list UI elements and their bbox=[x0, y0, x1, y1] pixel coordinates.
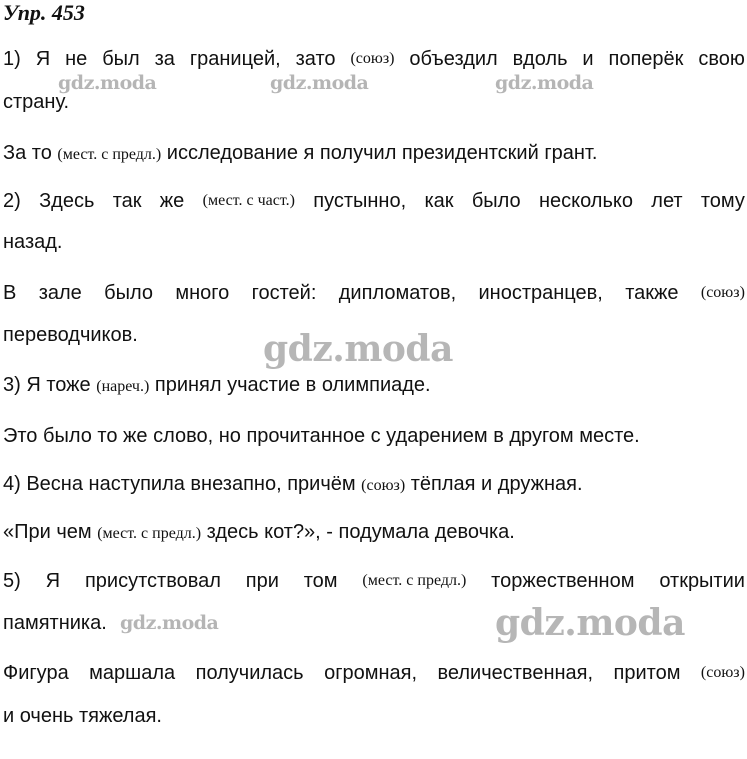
grammar-note bbox=[701, 281, 745, 305]
word bbox=[304, 569, 338, 593]
word bbox=[46, 569, 60, 593]
word bbox=[513, 47, 568, 71]
word-part: притом bbox=[613, 662, 681, 684]
line-9b: памятника. bbox=[3, 612, 107, 634]
word-part: (мест. bbox=[202, 192, 243, 209]
word-part: иностранцев, bbox=[478, 282, 603, 304]
word-part: том bbox=[303, 570, 338, 592]
word-part: В bbox=[3, 282, 17, 304]
line-6: Это было то же слово, но прочитанное с ударением в другом месте. bbox=[3, 425, 640, 447]
word-part: (союз) bbox=[350, 50, 395, 67]
word-part: открытии bbox=[659, 570, 745, 592]
word-part: огромная, bbox=[324, 662, 418, 684]
word bbox=[472, 189, 521, 213]
line-3a bbox=[3, 189, 745, 213]
word bbox=[651, 189, 682, 213]
word-part: 1) bbox=[3, 48, 21, 70]
word bbox=[252, 281, 317, 305]
word-part: (союз) bbox=[700, 664, 745, 681]
word bbox=[155, 47, 175, 71]
word bbox=[625, 281, 678, 305]
word bbox=[89, 661, 175, 685]
word-part: Я bbox=[45, 570, 61, 592]
word bbox=[3, 569, 21, 593]
word bbox=[701, 189, 745, 213]
line-2: За то (мест. с предл.) исследование я получил президентский грант. bbox=[3, 142, 598, 164]
word bbox=[39, 281, 82, 305]
word-part: объездил bbox=[409, 48, 498, 70]
watermark: gdz.moda bbox=[58, 72, 157, 94]
word-part: было bbox=[471, 190, 521, 212]
word-part: присутствовал bbox=[84, 570, 221, 592]
line-3b: назад. bbox=[3, 231, 63, 253]
line-10a bbox=[3, 661, 745, 685]
word-part: Фигура bbox=[3, 662, 69, 684]
word-part: зале bbox=[38, 282, 82, 304]
word-part: было bbox=[104, 282, 154, 304]
word bbox=[3, 47, 21, 71]
word-part: зато bbox=[295, 48, 336, 70]
word bbox=[3, 281, 16, 305]
word-part: много bbox=[175, 282, 230, 304]
word bbox=[409, 47, 497, 71]
word-part: был bbox=[102, 48, 140, 70]
word-part: маршала bbox=[89, 662, 176, 684]
watermark: gdz.moda bbox=[495, 72, 594, 94]
word-part: (мест. bbox=[362, 572, 403, 589]
word-part: при bbox=[245, 570, 279, 592]
word-part: величественная, bbox=[437, 662, 594, 684]
word-part: Я bbox=[35, 48, 51, 70]
line-4a bbox=[3, 281, 745, 305]
word-part: границей, bbox=[189, 48, 281, 70]
word-part: так bbox=[112, 190, 142, 212]
word-part: с bbox=[246, 192, 254, 209]
grammar-note bbox=[203, 189, 295, 213]
word bbox=[113, 189, 142, 213]
watermark: gdz.moda bbox=[263, 328, 453, 370]
word bbox=[36, 47, 50, 71]
word-part: Здесь bbox=[39, 190, 95, 212]
line-5: 3) Я тоже (нареч.) принял участие в олимпиаде. bbox=[3, 374, 431, 396]
word bbox=[246, 569, 279, 593]
word-part: за bbox=[154, 48, 175, 70]
line-10b: и очень тяжелая. bbox=[3, 705, 162, 727]
word-part: не bbox=[65, 48, 88, 70]
word bbox=[491, 569, 634, 593]
grammar-note bbox=[701, 661, 745, 685]
word-part: тому bbox=[700, 190, 745, 212]
word bbox=[3, 189, 21, 213]
word-part: (союз) bbox=[700, 284, 745, 301]
word-part: лет bbox=[651, 190, 683, 212]
word bbox=[614, 661, 681, 685]
word bbox=[196, 661, 304, 685]
word bbox=[190, 47, 281, 71]
word-part: несколько bbox=[538, 190, 633, 212]
line-8: «При чем (мест. с предл.) здесь кот?», - подумала девочка. bbox=[3, 521, 515, 543]
word-part: как bbox=[424, 190, 454, 212]
word bbox=[539, 189, 633, 213]
word bbox=[296, 47, 336, 71]
word bbox=[160, 189, 185, 213]
word bbox=[582, 47, 593, 71]
watermark: gdz.moda bbox=[270, 72, 369, 94]
word-part: 5) bbox=[3, 570, 21, 592]
line-7: 4) Весна наступила внезапно, причём (союз) тёплая и дружная. bbox=[3, 473, 583, 495]
word-part: свою bbox=[698, 48, 745, 70]
word-part: предл.) bbox=[417, 572, 467, 589]
word bbox=[479, 281, 603, 305]
word bbox=[324, 661, 417, 685]
word bbox=[339, 281, 456, 305]
word bbox=[609, 47, 684, 71]
line-1b: страну. bbox=[3, 91, 70, 113]
word-part: 2) bbox=[3, 190, 21, 212]
word-part: пустынно, bbox=[313, 190, 407, 212]
word bbox=[424, 189, 453, 213]
word-part: же bbox=[159, 190, 185, 212]
word bbox=[85, 569, 221, 593]
grammar-note bbox=[350, 47, 394, 71]
word bbox=[175, 281, 229, 305]
word-part: также bbox=[625, 282, 679, 304]
word-part: дипломатов, bbox=[338, 282, 457, 304]
word-part: поперёк bbox=[608, 48, 684, 70]
word bbox=[438, 661, 594, 685]
word-part: получилась bbox=[195, 662, 304, 684]
word bbox=[39, 189, 94, 213]
word-part: торжественном bbox=[491, 570, 635, 592]
word bbox=[3, 661, 69, 685]
word-part: гостей: bbox=[251, 282, 317, 304]
word bbox=[104, 281, 153, 305]
watermark: gdz.moda bbox=[495, 602, 685, 644]
word bbox=[102, 47, 140, 71]
word-part: част.) bbox=[257, 192, 295, 209]
word bbox=[65, 47, 87, 71]
line-1a bbox=[3, 47, 745, 71]
grammar-note bbox=[362, 569, 466, 593]
word bbox=[659, 569, 745, 593]
exercise-title: Упр. 453 bbox=[3, 0, 85, 25]
word-part: с bbox=[406, 572, 414, 589]
word bbox=[698, 47, 745, 71]
line-9a bbox=[3, 569, 745, 593]
word bbox=[313, 189, 406, 213]
word-part: вдоль bbox=[512, 48, 568, 70]
watermark: gdz.moda bbox=[120, 612, 219, 634]
word-part: и bbox=[582, 48, 594, 70]
line-4b: переводчиков. bbox=[3, 324, 138, 346]
